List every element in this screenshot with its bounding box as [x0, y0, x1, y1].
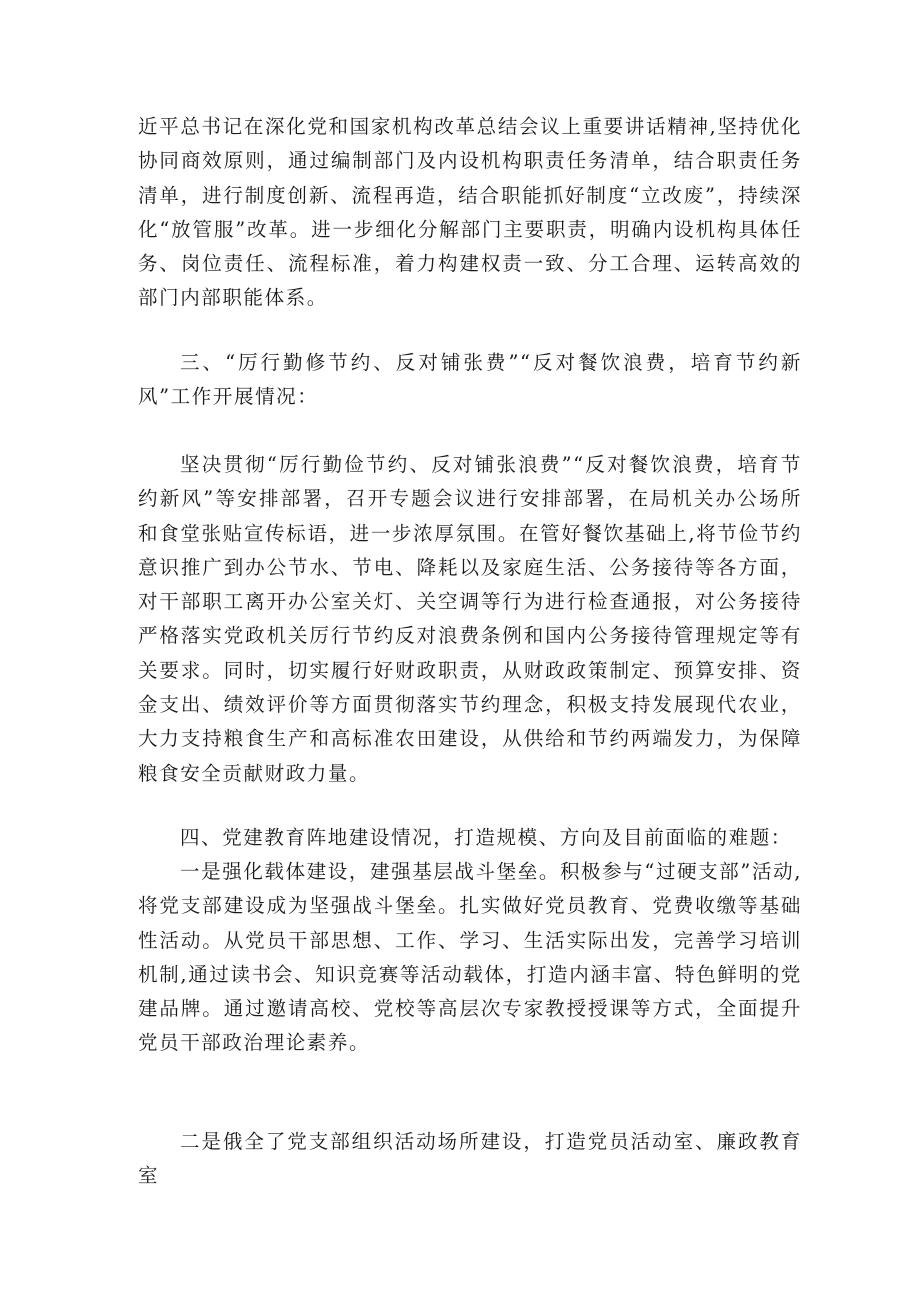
paragraph-frugality: 坚决贯彻“厉行勤俭节约、反对铺张浪费”“反对餐饮浪费，培育节约新风”等安排部署，召开专题会议进行安排部署，在局机关办公场所和食堂张贴宣传标语，进一步浓厚氛围。在管好餐饮基础上,将节俭节约意识推广到办公节水、节电、降耗以及家庭生活、公务接待等各方面，对干部职工离开办公室关灯、关空调等行为进行检查通报，对公务接待严格落实党政机关厉行节约反对浪费条例和国内公务接待管理规定等有关要求。同时，切实履行好财政职责，从财政政策制定、预算安排、资金支出、绩效评价等方面贯彻落实节约理念，积极支持发展现代农业，大力支持粮食生产和高标准农田建设，从供给和节约两端发力，为保障粮食安全贡献财政力量。	[138, 453, 802, 785]
section-heading-three: 三、“厉行勤修节约、反对铺张费”“反对餐饮浪费，培育节约新风”工作开展情况：	[138, 351, 802, 409]
paragraph-reform-continuation: 近平总书记在深化党和国家机构改革总结会议上重要讲话精神,坚持优化协同商效原则，通过编制部门及内设机构职责任务清单，结合职责任务清单，进行制度创新、流程再造，结合职能抓好制度“立改废”，持续深化“放管服”改革。进一步细化分解部门主要职责，明确内设机构具体任务、岗位责任、流程标准，着力构建权责一致、分工合理、运转高效的部门内部职能体系。	[138, 115, 802, 310]
paragraph-carrier-building: 一是强化载体建设，建强基层战斗堡垒。积极参与“过硬支部”活动,将党支部建设成为坚强战斗堡垒。扎实做好党员教育、党费收缴等基础性活动。从党员干部思想、工作、学习、生活实际出发，完善学习培训机制,通过读书会、知识竞赛等活动载体，打造内涵丰富、特色鲜明的党建品牌。通过邀请高校、党校等高层次专家教授授课等方式，全面提升党员干部政治理论素养。	[138, 860, 802, 1055]
section-heading-four: 四、党建教育阵地建设情况，打造规模、方向及目前面临的难题：	[180, 826, 792, 849]
paragraph-venue-building: 二是俄全了党支部组织活动场所建设，打造党员活动室、廉政教育室	[138, 1130, 802, 1188]
